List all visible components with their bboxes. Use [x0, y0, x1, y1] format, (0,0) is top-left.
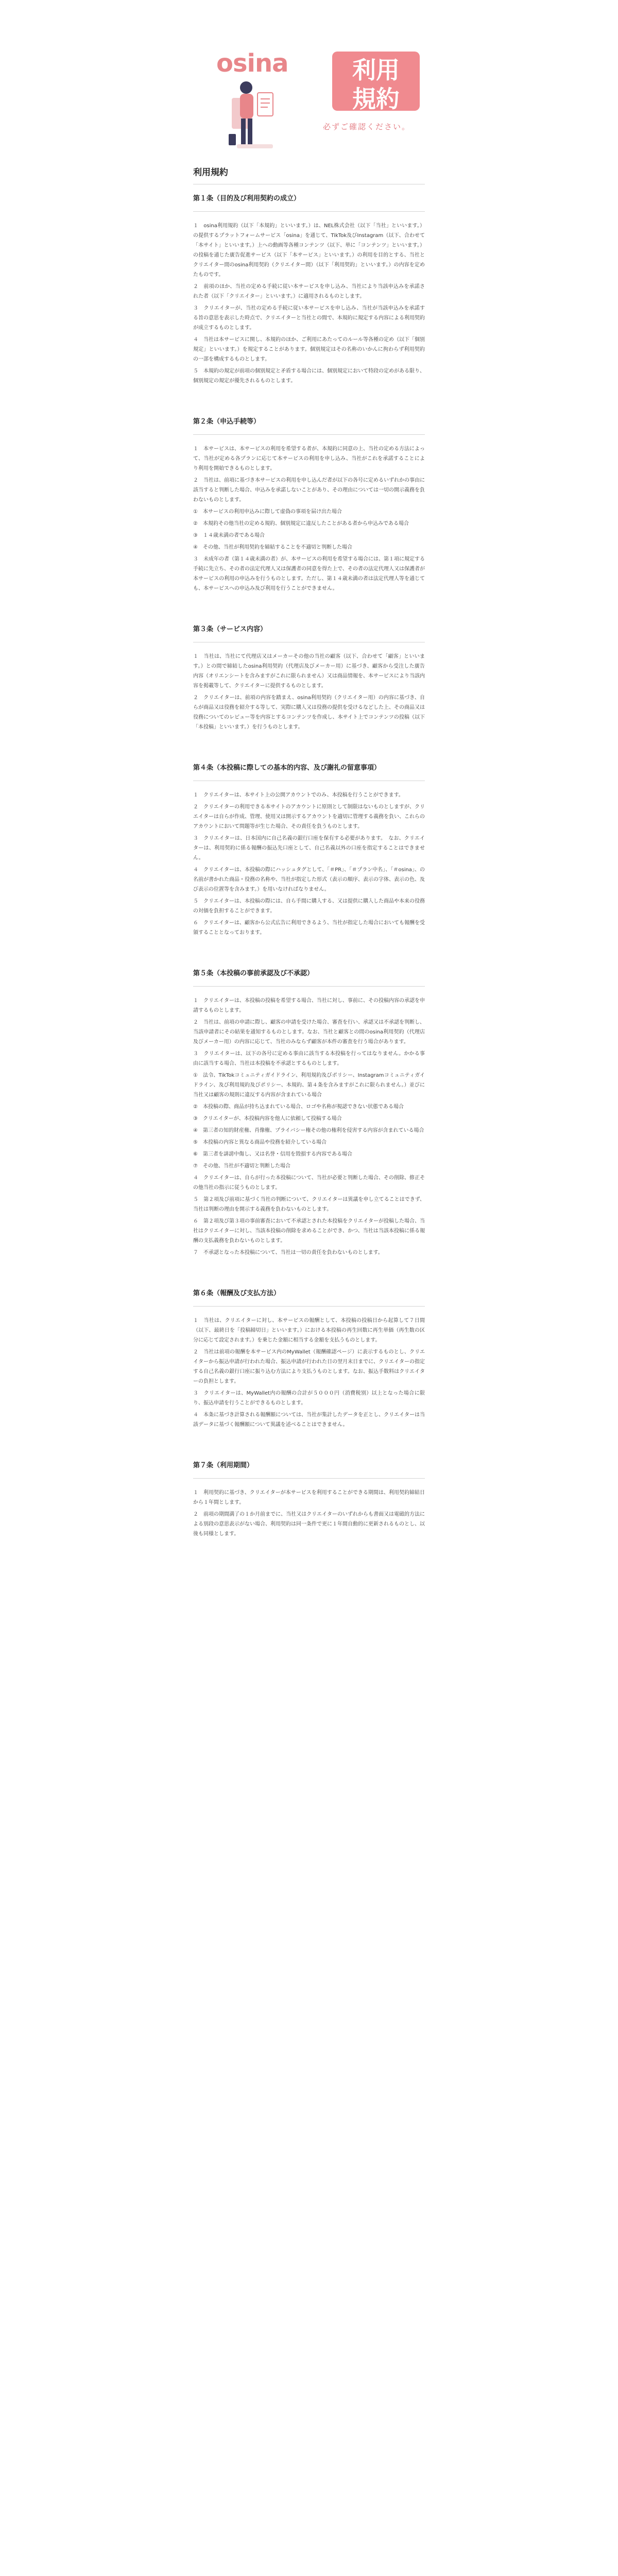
section-paragraph: １ クリエイターは、本サイト上の公開アカウントでのみ、本投稿を行うことができます。 — [193, 792, 404, 798]
title-line-2: 規約 — [352, 85, 400, 113]
section-paragraph: ５ クリエイターは、本投稿の際には、自ら手間に購入する、又は提供に購入した商品や本来の役務の対価を負担することができます。 — [193, 899, 425, 914]
section-7 — [193, 1461, 425, 1539]
section-paragraph: ④ その他、当社が利用契約を締結することを不適切と判断した場合 — [193, 545, 352, 550]
section-1 — [193, 194, 425, 386]
section-paragraph: ３ クリエイターは、MyWallet内の報酬の合計が５０００円（消費税別）以上となった場合に限り、振込申請を行うことができるものとします。 — [193, 1391, 425, 1406]
section-heading: 第７条（利用期間） — [193, 1462, 254, 1469]
divider — [193, 986, 425, 987]
section-paragraph: ③ １４歳未満の者である場合 — [193, 533, 265, 538]
section-paragraph: ③ クリエイターが、本投稿内容を他人に依頼して投稿する場合 — [193, 1116, 342, 1122]
section-paragraph: ２ 当社は、前項に基づき本サービスの利用を申し込んだ者が以下の各号に定めるいずれかの事由に該当すると判断した場合、申込みを承諾しないことがあり、その理由については一切の開示義務を負わないものとします。 — [193, 478, 425, 503]
divider — [193, 211, 425, 212]
section-paragraph: ５ 第２項及び前項に基づく当社の判断について、クリエイターは異議を申し立てることはできず、当社は判断の理由を開示する義務を負わないものとします。 — [193, 1197, 425, 1212]
section-paragraph: １ 本サービスは、本サービスの利用を希望する者が、本規約に同意の上、当社の定める方法によって、当社が定める各プランに応じて本サービスの利用を申し込み、当社がこれを承諾することにより利用を開始できるものとします。 — [193, 446, 425, 471]
section-paragraph: ２ 当社は、前項の申請に際し、顧客の申請を受けた場合、審査を行い、承認又は不承認を判断し、当該申請者にその結果を通知するものとします。なお、当社と顧客との間のosina利用契約（代理店及びメーカー用）の内容に応じて、当社のみならず顧客が本件の審査を行う場合があります。 — [193, 1020, 425, 1045]
page-title: 利用規約 — [193, 167, 228, 178]
section-paragraph: ２ クリエイターは、前項の内容を踏まえ、osina利用契約（クリエイター用）の内容に基づき、自らが商品又は役務を紹介する等して、実際に購入又は役務の提供を受けるなどした上、その商品又は役務についてのレビュー等を内容とするコンテンツを作成し、本サイト上でコンテンツの投稿（以下「本投稿」といいます。）を行うものとします。 — [193, 695, 425, 730]
section-paragraph: ２ クリエイターの利用できる本サイトのアカウントに原則として制限はないものとしますが、クリエイターは自らが作成、管理、使用又は開示するアカウントを適切に管理する義務を負い、これらのアカウントにおいて問題等が生じた場合、その責任を負うものとします。 — [193, 804, 425, 829]
section-paragraph: ② 本規約その他当社の定める規約、個別規定に違反したことがある者から申込みである場合 — [193, 521, 409, 527]
sections — [193, 194, 425, 1539]
section-paragraph: １ クリエイターは、本投稿の投稿を希望する場合、当社に対し、事前に、その投稿内容の承認を申請するものとします。 — [193, 998, 425, 1013]
section-paragraph: ４ クリエイターは、本投稿の際にハッシュタグとして、「＃PR」、「＃プラン中名」、「＃osina」、の名前が書かれた商品・役務の名称や、当社が指定した形式（表示の順序、表示の字体、表示の色、及び表示の位置等を含みます。）を用いなければなりません。 — [193, 867, 425, 892]
section-paragraph: ⑤ 本投稿の内容と異なる商品や役務を紹介している場合 — [193, 1140, 327, 1145]
section-paragraph: ⑦ その他、当社が不適切と判断した場合 — [193, 1163, 290, 1169]
section-heading: 第５条（本投稿の事前承認及び不承認） — [193, 970, 314, 977]
section-paragraph: ④ 第三者の知的財産権、肖像権、プライバシー権その他の権利を侵害する内容が含まれている場合 — [193, 1128, 424, 1133]
divider — [193, 1306, 425, 1307]
section-paragraph: ２ 当社は前項の報酬を本サービス内のMyWallet（報酬確認ページ）に表示するものとし、クリエイターから振込申請が行われた場合、振込申請が行われた日の翌月末日までに、クリエイターの指定する自己名義の銀行口座に振り込む方法により支払うものとします。なお、振込手数料はクリエイターの負担とします。 — [193, 1349, 425, 1384]
title-subtitle: 必ずご確認ください。 — [323, 122, 411, 131]
section-paragraph: ６ 第２項及び第３項の事前審査において不承認とされた本投稿をクリエイターが投稿した場合、当社はクリエイターに対し、当該本投稿の削除を求めることができ、かつ、当社は当該本投稿に係る報酬の支払義務を負わないものとします。 — [193, 1218, 425, 1244]
hero-illustration — [227, 77, 283, 155]
section-paragraph: ７ 不承認となった本投稿について、当社は一切の責任を負わないものとします。 — [193, 1250, 383, 1256]
section-paragraph: １ 当社は、クリエイターに対し、本サービスの報酬として、本投稿の投稿日から起算して７日間（以下、最終日を「投稿締切日」といいます。）における本投稿の再生回数に再生単価（再生数の区分に応じて設定されます。）を乗じた金額に相当する金額を支払うものとします。 — [193, 1318, 425, 1343]
section-heading: 第４条（本投稿に際しての基本的内容、及び謝礼の留意事項） — [193, 764, 381, 772]
section-heading: 第１条（目的及び利用契約の成立） — [193, 195, 301, 202]
section-paragraph: ３ クリエイターは、以下の各号に定める事由に該当する本投稿を行ってはなりません。かかる事由に該当する場合、当社は本投稿を不承認とするものとします。 — [193, 1051, 425, 1066]
section-paragraph: ２ 前項の期間満了の１か月前までに、当社又はクリエイターのいずれからも書面又は電磁的方法による別段の意思表示がない場合、利用契約は同一条件で更に１年間自動的に更新されるものとし、以後も同様とします。 — [193, 1512, 425, 1537]
section-paragraph: ６ クリエイターは、顧客から公式広告に利用できるよう、当社が指定した場合においても報酬を受領することとなっております。 — [193, 920, 425, 936]
title-line-1: 利用 — [352, 56, 400, 84]
section-5 — [193, 969, 425, 1258]
section-paragraph: １ 利用契約に基づき、クリエイターが本サービスを利用することができる期間は、利用契約締結日から１年間とします。 — [193, 1490, 425, 1505]
section-heading: 第２条（申込手続等） — [193, 418, 261, 426]
terms-content — [193, 165, 425, 1570]
section-paragraph: ② 本投稿の際、商品が持ち込まれている場合、ロゴや名称が視認できない状態である場合 — [193, 1104, 404, 1110]
section-heading: 第６条（報酬及び支払方法） — [193, 1290, 281, 1297]
section-4 — [193, 763, 425, 938]
divider — [193, 1478, 425, 1479]
section-paragraph: ２ 前項のほか、当社の定める手続に従い本サービスを申し込み、当社により当該申込みを承諾された者（以下「クリエイター」といいます。）に適用されるものとします。 — [193, 284, 425, 299]
section-paragraph: ４ 当社は本サービスに関し、本規約のほか、ご利用にあたってのルール等各種の定め（以下「個別規定」といいます。）を規定することがあります。個別規定はその名称のいかんに拘わらず利用契約の一部を構成するものとします。 — [193, 337, 425, 362]
section-paragraph: ４ クリエイターは、自らが行った本投稿について、当社が必要と判断した場合、その削除、修正その他当社の指示に従うものとします。 — [193, 1175, 425, 1191]
section-paragraph: ① 本サービスの利用申込みに際して虚偽の事項を届け出た場合 — [193, 509, 342, 515]
section-3 — [193, 624, 425, 732]
section-paragraph: １ osina利用規約（以下「本規約」といいます。）は、NEL株式会社（以下「当社」といいます。）の提供するプラットフォームサービス「osina」を通じて、TikTok及びInstagram（以下、合わせて「本サイト」といいます。）上への動画等各種コンテンツ（以下、単に「コンテンツ」といいます。）の投稿を通じた廣告促進サービス（以下「本サービス」といいます。）の利用を目的とする、当社とクリエイター間のosina利用契約（クリエイター間）（以下「利用契約」といいます。）の内容を定めたものです。 — [193, 223, 425, 278]
section-6 — [193, 1289, 425, 1430]
osina-logo: osina — [216, 49, 288, 78]
divider — [193, 434, 425, 435]
section-paragraph: ４ 本条に基づき計算される報酬額については、当社が集計したデータを正とし、クリエイターは当該データに基づく報酬額について異議を述べることはできません。 — [193, 1412, 425, 1428]
section-paragraph: ３ 未成年の者（第１４歳未満の者）が、本サービスの利用を希望する場合には、第１項に規定する手続に先立ち、その者の法定代理人又は保護者の同意を得た上で、その者の法定代理人又は保護者が本サービスの利用の申込みを行うものとします。ただし、第１４歳未満の者は法定代理人等を通じても、本サービスへの申込み及び利用を行うことができません。 — [193, 556, 425, 591]
section-paragraph: ５ 本規約の規定が前項の個別規定と矛盾する場合には、個別規定において特段の定めがある限り、個別規定の規定が優先されるものとします。 — [193, 368, 425, 384]
section-paragraph: １ 当社は、当社にて代理店又はメーカーその他の当社の顧客（以下、合わせて「顧客」といいます。）との間で締結したosina利用契約（代理店及びメーカー用）に基づき、顧客から受注した廣告内容（オリエンシートを含みますがこれに限られません）又は商品情報を、本サービスにより当該内容を掲載等して、クリエイターに提供するものとします。 — [193, 654, 425, 689]
header — [0, 0, 618, 170]
section-paragraph: ⑥ 第三者を誹謗中傷し、又は名誉・信用を毀損する内容である場合 — [193, 1151, 352, 1157]
section-paragraph: ３ クリエイターは、日本国内に自己名義の銀行口座を保有する必要があります。 なお、クリエイターは、利用契約に係る報酬の振込先口座として、自己名義以外の口座を指定することはできません。 — [193, 836, 425, 861]
section-2 — [193, 417, 425, 594]
section-paragraph: ３ クリエイターが、当社の定める手続に従い本サービスを申し込み、当社が当該申込みを承諾する旨の意思を表示した時点で、クリエイターと当社との間で、本規約に規定する内容による利用契約が成立するものとします。 — [193, 306, 425, 331]
section-heading: 第３条（サービス内容） — [193, 625, 267, 633]
title-box — [332, 52, 420, 111]
section-paragraph: ① 法令、TikTokコミュニティガイドライン、利用規約及びポリシー、Instagramコミュニティガイドライン、及び利用規約及びポリシー、本規約、第４条を含みますがこれに限られません。）並びに当社又は顧客の規則に違反する内容が含まれている場合 — [193, 1073, 425, 1098]
